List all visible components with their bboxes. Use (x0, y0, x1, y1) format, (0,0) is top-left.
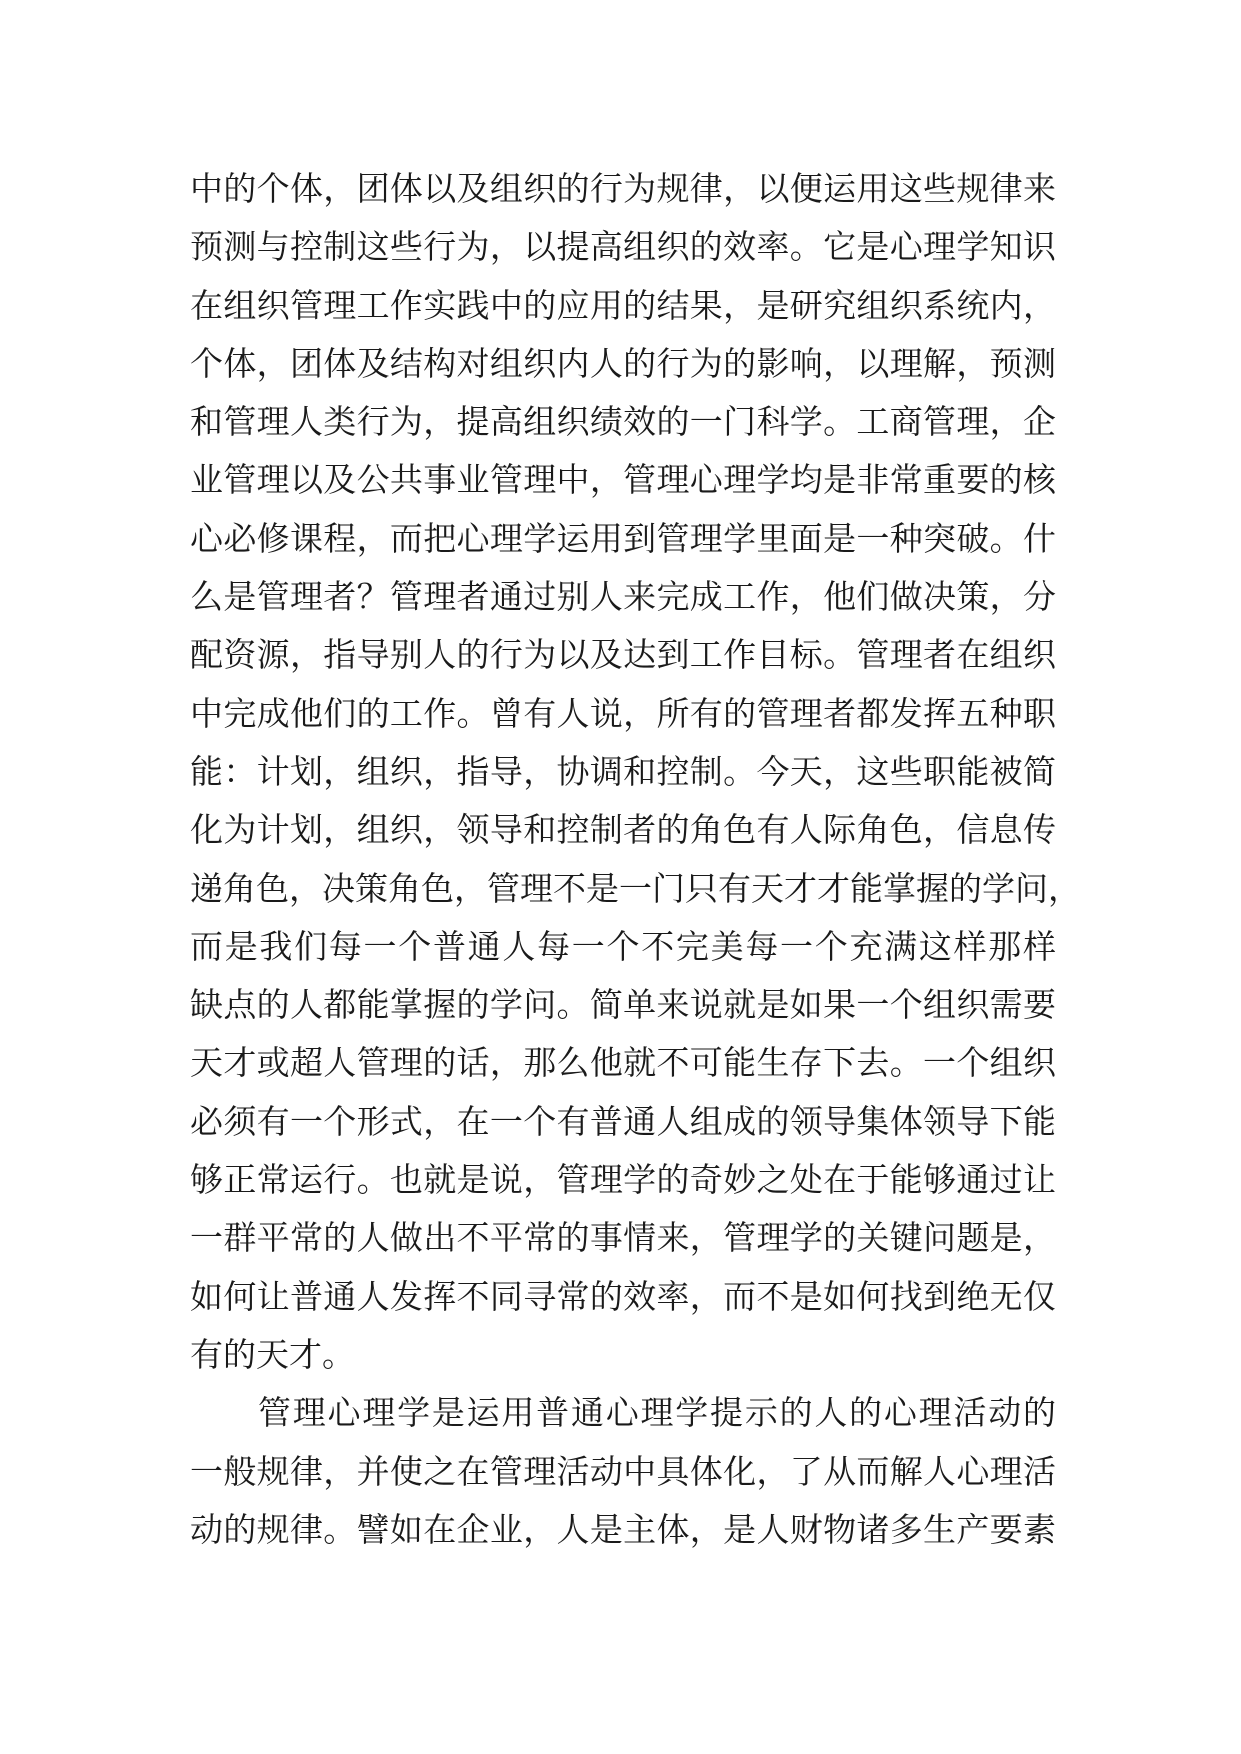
text-line: 业管理以及公共事业管理中，管理心理学均是非常重要的核 (190, 460, 1056, 500)
text-line: 预测与控制这些行为，以提高组织的效率。它是心理学知识 (190, 227, 1056, 267)
text-line: 个体，团体及结构对组织内人的行为的影响，以理解，预测 (190, 343, 1056, 383)
text-line: 中完成他们的工作。曾有人说，所有的管理者都发挥五种职 (190, 693, 1056, 733)
text-line: 心必修课程，而把心理学运用到管理学里面是一种突破。什 (190, 518, 1056, 558)
text-line: 天才或超人管理的话，那么他就不可能生存下去。一个组织 (190, 1043, 1056, 1083)
text-line: 递角色，决策角色，管理不是一门只有天才才能掌握的学问， (190, 868, 1081, 908)
text-line: 动的规律。譬如在企业，人是主体，是人财物诸多生产要素 (190, 1509, 1056, 1549)
text-line: 管理心理学是运用普通心理学提示的人的心理活动的 (258, 1393, 1056, 1433)
text-line: 和管理人类行为，提高组织绩效的一门科学。工商管理，企 (190, 402, 1056, 442)
text-line: 够正常运行。也就是说，管理学的奇妙之处在于能够通过让 (190, 1160, 1056, 1200)
paragraph-1 (190, 160, 1081, 1384)
text-line: 如何让普通人发挥不同寻常的效率，而不是如何找到绝无仅 (190, 1276, 1056, 1316)
text-line: 中的个体，团体以及组织的行为规律，以便运用这些规律来 (190, 169, 1056, 208)
text-line: 有的天才。 (190, 1334, 355, 1374)
text-line: 缺点的人都能掌握的学问。简单来说就是如果一个组织需要 (190, 985, 1056, 1025)
text-line: 一群平常的人做出不平常的事情来，管理学的关键问题是， (190, 1218, 1056, 1258)
body-text (190, 160, 1081, 1559)
text-line: 化为计划，组织，领导和控制者的角色有人际角色，信息传 (190, 810, 1056, 850)
text-line: 能：计划，组织，指导，协调和控制。今天，这些职能被简 (190, 751, 1056, 791)
paragraph-2 (190, 1384, 1056, 1559)
text-line: 么是管理者？管理者通过别人来完成工作，他们做决策，分 (190, 577, 1056, 617)
text-line: 一般规律，并使之在管理活动中具体化，了从而解人心理活 (190, 1451, 1056, 1491)
text-line: 在组织管理工作实践中的应用的结果，是研究组织系统内， (190, 285, 1056, 325)
text-line: 必须有一个形式，在一个有普通人组成的领导集体领导下能 (190, 1101, 1056, 1141)
text-line: 而是我们每一个普通人每一个不完美每一个充满这样那样 (190, 926, 1056, 966)
text-line: 配资源，指导别人的行为以及达到工作目标。管理者在组织 (190, 635, 1056, 675)
